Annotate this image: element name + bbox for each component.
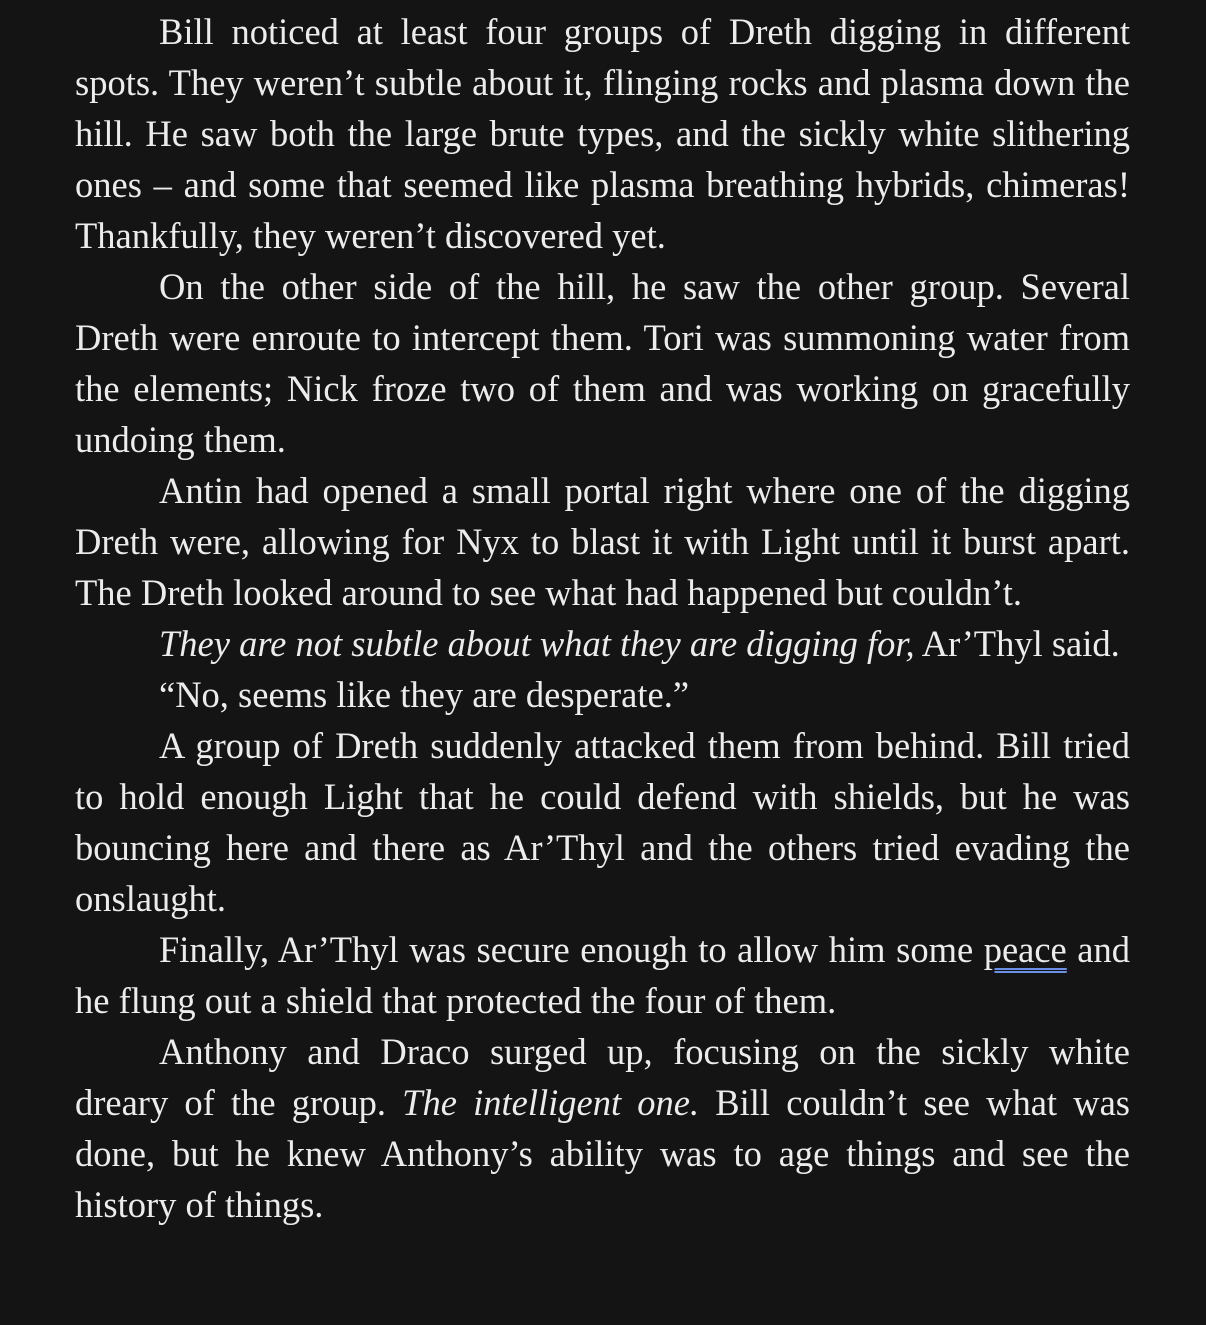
paragraph-text: Antin had opened a small portal right where one of the digging Dreth were, allowing for Nyx to blast it with Light until it burst apart. The Dreth looked around to see what had happened but couldn’t.	[75, 470, 1130, 613]
flagged-word[interactable]: peace	[983, 929, 1067, 970]
paragraph-text: Bill noticed at least four groups of Dreth digging in different spots. They weren’t subtle about it, flinging rocks and plasma down the hill. He saw both the large brute types, and the sickly white slithering ones – and some that seemed like plasma breathing hybrids, chimeras! Thankfully, they weren’t discovered yet.	[75, 11, 1130, 256]
italic-thought: The intelligent one.	[402, 1082, 700, 1123]
paragraph	[75, 261, 1130, 465]
paragraph-text: A group of Dreth suddenly attacked them from behind. Bill tried to hold enough Light that he could defend with shields, but he was bouncing here and there as Ar’Thyl and the others tried evading the onslaught.	[75, 725, 1130, 919]
paragraph-text: On the other side of the hill, he saw the other group. Several Dreth were enroute to intercept them. Tori was summoning water from the elements; Nick froze two of them and was working on gracefully undoing them.	[75, 266, 1130, 460]
paragraph-text: “No, seems like they are desperate.”	[159, 674, 690, 715]
paragraph-text: Ar’Thyl said.	[914, 623, 1120, 664]
paragraph	[75, 465, 1130, 618]
paragraph	[75, 720, 1130, 924]
paragraph-text: Finally, Ar’Thyl was secure enough to allow him some	[159, 929, 984, 970]
paragraph-text: and he flung out a shield that protected the four of them.	[75, 929, 1131, 1021]
paragraph	[75, 618, 1130, 669]
document-page	[75, 6, 1130, 1230]
paragraph-text: Anthony and Draco surged up, focusing on the sickly white dreary of the group.	[75, 1031, 1130, 1123]
paragraph	[75, 1026, 1130, 1230]
paragraph	[75, 669, 1130, 720]
paragraph	[75, 924, 1130, 1026]
paragraph-text: Bill couldn’t see what was done, but he knew Anthony’s ability was to age things and see the history of things.	[75, 1082, 1130, 1225]
paragraph	[75, 6, 1130, 261]
italic-thought: They are not subtle about what they are digging for,	[159, 623, 915, 664]
